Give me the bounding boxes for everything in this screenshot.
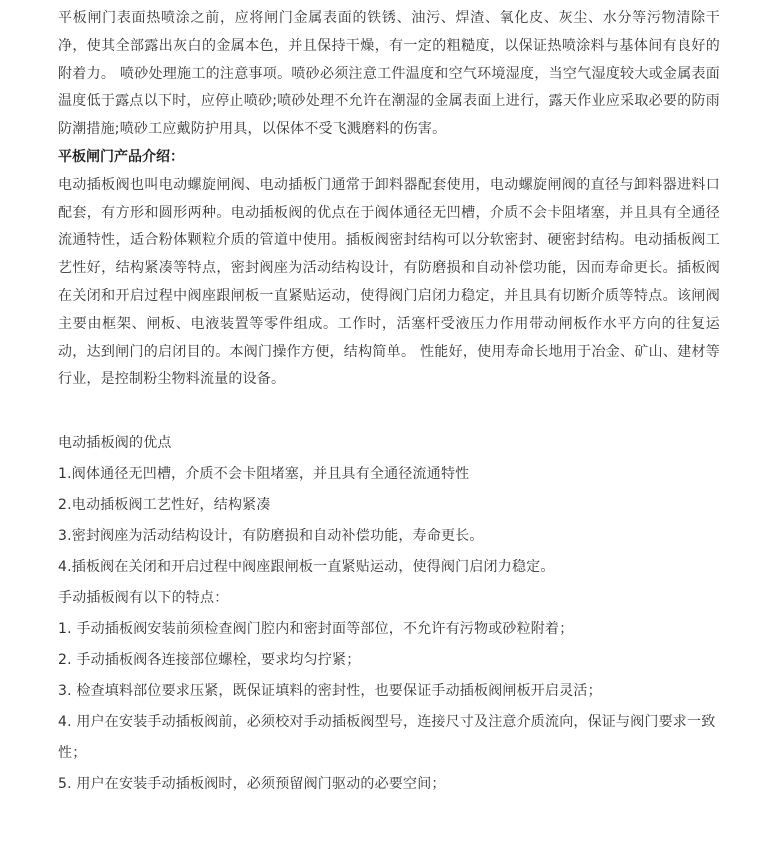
list-item: 4. 用户在安装手动插板阀前，必须校对手动插板阀型号，连接尺寸及注意介质流向，保证与阀门要求一致性； bbox=[58, 714, 716, 762]
section-spacer bbox=[58, 394, 720, 428]
list-item: 5. 用户在安装手动插板阀时，必须预留阀门驱动的必要空间； bbox=[58, 776, 446, 793]
list-item: 3. 检查填料部位要求压紧，既保证填料的密封性，也要保证手动插板阀闸板开启灵活； bbox=[58, 683, 602, 700]
list-item: 1. 手动插板阀安装前须检查阀门腔内和密封面等部位，不允许有污物或砂粒附着； bbox=[58, 621, 574, 638]
list-item: 3.密封阀座为活动结构设计，有防磨损和自动补偿功能，寿命更长。 bbox=[58, 528, 484, 545]
manual-features-list bbox=[58, 614, 720, 800]
advantages-title: 电动插板阀的优点 bbox=[58, 435, 172, 452]
manual-title: 手动插板阀有以下的特点： bbox=[58, 590, 229, 607]
advantages-list bbox=[58, 459, 720, 583]
list-item: 4.插板阀在关闭和开启过程中阀座跟闸板一直紧贴运动，使得阀门启闭力稳定。 bbox=[58, 559, 555, 576]
intro-paragraph: 平板闸门表面热喷涂之前，应将闸门金属表面的铁锈、油污、焊渣、氧化皮、灰尘、水分等污物清除干净，使其全部露出灰白的金属本色，并且保持干燥，有一定的粗糙度，以保证热喷涂料与基体间有良好的附着力。 喷砂处理施工的注意事项。喷砂必须注意工件温度和空气环境湿度，当空气湿度较大或金属表面温度低于露点以下时，应停止喷砂;喷砂处理不允许在潮湿的金属表面上进行，露天作业应采取必要的防雨防潮措施;喷砂工应戴防护用具，以保体不受飞溅磨料的伤害。 bbox=[58, 10, 720, 138]
list-item: 2. 手动插板阀各连接部位螺栓，要求均匀拧紧； bbox=[58, 652, 361, 669]
list-item: 2.电动插板阀工艺性好，结构紧凑 bbox=[58, 497, 271, 514]
product-paragraph: 电动插板阀也叫电动螺旋闸阀、电动插板门通常于卸料器配套使用，电动螺旋闸阀的直径与卸料器进料口配套，有方形和圆形两种。电动插板阀的优点在于阀体通径无凹槽，介质不会卡阻堵塞，并且具有全通径流通特性，适合粉体颗粒介质的管道中使用。插板阀密封结构可以分软密封、硬密封结构。电动插板阀工艺性好，结构紧凑等特点，密封阀座为活动结构设计，有防磨损和自动补偿功能，因而寿命更长。插板阀在关闭和开启过程中阀座跟闸板一直紧贴运动，使得阀门启闭力稳定，并且具有切断介质等特点。该闸阀主要由框架、闸板、电液装置等零件组成。工作时，活塞杆受液压力作用带动闸板作水平方向的往复运动，达到闸门的启闭目的。本阀门操作方便，结构简单。 性能好，使用寿命长地用于冶金、矿山、建材等行业，是控制粉尘物料流量的设备。 bbox=[58, 176, 720, 388]
product-heading: 平板闸门产品介绍： bbox=[58, 148, 184, 165]
list-item: 1.阀体通径无凹槽，介质不会卡阻堵塞，并且具有全通径流通特性 bbox=[58, 466, 470, 483]
